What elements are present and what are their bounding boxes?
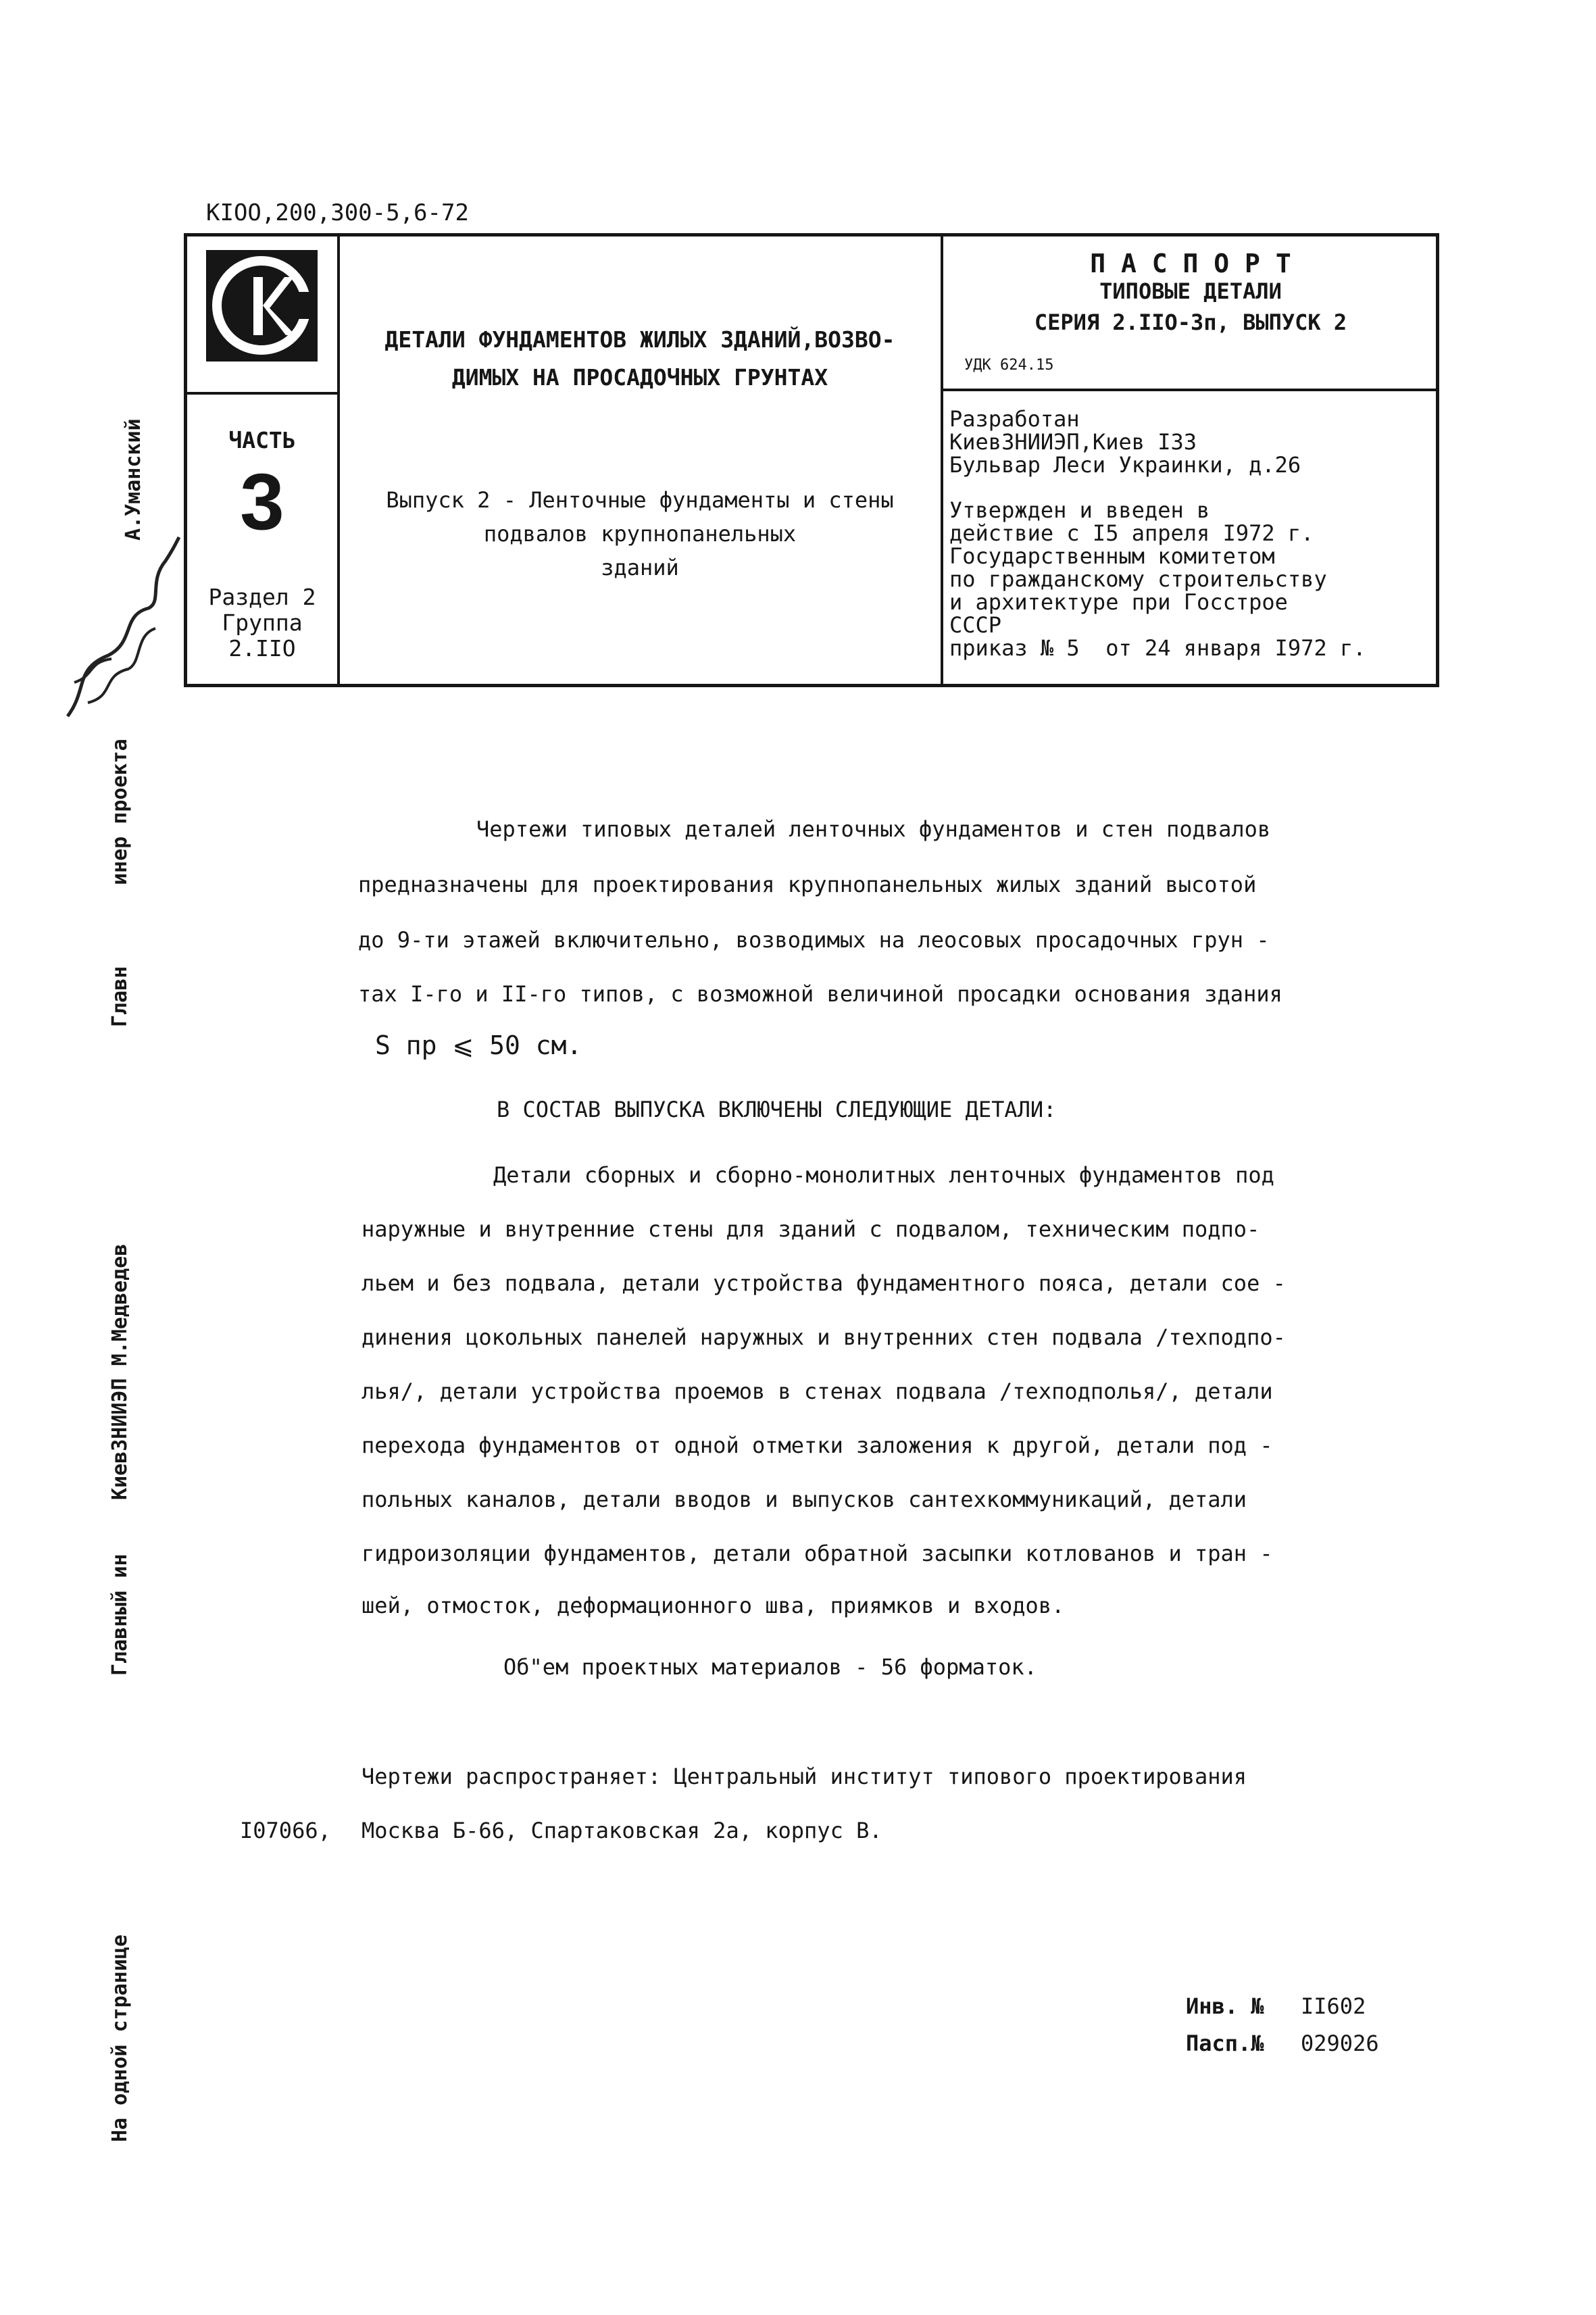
paragraph-2-line-8: гидроизоляции фундаментов, детали обратной засыпки котлованов и тран - (361, 1541, 1273, 1566)
passport-heading: П А С П О Р Т (1090, 249, 1291, 278)
paragraph-1-line-2: предназначены для проектирования крупнопанельных жилых зданий высотой (358, 872, 1257, 897)
signature-image (47, 534, 182, 723)
passport-subtitle: ТИПОВЫЕ ДЕТАЛИ (1099, 278, 1282, 304)
paragraph-1-line-4: тах I-го и II-го типов, с возможной величиной просадки основания здания (358, 981, 1282, 1007)
document-code: КIОО,200,300-5,6-72 (206, 199, 469, 226)
section-heading: В СОСТАВ ВЫПУСКА ВКЛЮЧЕНЫ СЛЕДУЮЩИЕ ДЕТАЛИ: (497, 1097, 1057, 1122)
section-label: Раздел 2 (208, 584, 316, 610)
volume-line: Об"ем проектных материалов - 56 форматок. (503, 1654, 1037, 1680)
paragraph-2-line-4: динения цокольных панелей наружных и внутренних стен подвала /техподпо- (361, 1324, 1286, 1350)
approval-info: Утвержден и введен в действие с I5 апреля I972 г. Государственным комитетом по гражданскому строительству и архитектуре при Госстрое СССР приказ № 5 от 24 января I972 г. (949, 497, 1366, 661)
margin-org: КиевЗНИИЭП М.Медведев (108, 1243, 132, 1500)
inventory-label: Инв. № (1186, 1993, 1264, 2019)
udk-code: УДК 624.15 (964, 357, 1054, 374)
ck-logo (206, 250, 318, 362)
paragraph-1-line-3: до 9-ти этажей включительно, возводимых на леосовых просадочных грун - (358, 927, 1270, 953)
margin-role-2: Главн (108, 966, 132, 1027)
group-label: Группа (222, 609, 303, 636)
subsidence-formula: S пр ⩽ 50 см. (375, 1030, 582, 1060)
paragraph-2-line-9: шей, отмосток, деформационного шва, приямков и входов. (361, 1593, 1065, 1618)
paragraph-2-line-2: наружные и внутренние стены для зданий с подвалом, техническим подпо- (361, 1216, 1260, 1242)
paragraph-2-line-5: лья/, детали устройства проемов в стенах подвала /техподполья/, детали (361, 1378, 1273, 1404)
passport-label: Пасп.№ (1186, 2031, 1264, 2056)
postcode: I07066, (240, 1818, 331, 1843)
header-frame (184, 233, 1439, 687)
margin-author: А.Уманский (122, 418, 145, 541)
group-value: 2.IIO (228, 635, 296, 662)
margin-role-3: Главный ин (108, 1553, 132, 1676)
developer-info: Разработан КиевЗНИИЭП,Киев I33 Бульвар Леси Украинки, д.26 (949, 406, 1301, 478)
paragraph-2-line-6: перехода фундаментов от одной отметки заложения к другой, детали под - (361, 1433, 1273, 1458)
series-label: СЕРИЯ 2.IIO-3п, ВЫПУСК 2 (1034, 309, 1347, 335)
issue-description: Выпуск 2 - Ленточные фундаменты и стены подвалов крупнопанельных зданий (386, 487, 894, 580)
margin-note: На одной странице (108, 1934, 132, 2142)
address-line: Москва Б-66, Спартаковская 2а, корпус В. (361, 1818, 882, 1843)
paragraph-2-line-3: льем и без подвала, детали устройства фундаментного пояса, детали сое - (361, 1270, 1286, 1296)
document-title: ДЕТАЛИ ФУНДАМЕНТОВ ЖИЛЫХ ЗДАНИЙ,ВОЗВО- ДИМЫХ НА ПРОСАДОЧНЫХ ГРУНТАХ (384, 326, 895, 391)
paragraph-1-line-1: Чертежи типовых деталей ленточных фундаментов и стен подвалов (476, 816, 1271, 842)
part-label: ЧАСТЬ (228, 427, 296, 453)
part-number: 3 (240, 457, 284, 547)
paragraph-2-line-1: Детали сборных и сборно-монолитных ленточных фундаментов под (493, 1162, 1274, 1188)
passport-number: 029026 (1301, 2031, 1379, 2056)
inventory-number: II602 (1301, 1993, 1366, 2019)
margin-role-1: инер проекта (108, 739, 132, 885)
paragraph-2-line-7: польных каналов, детали вводов и выпусков сантехкоммуникаций, детали (361, 1487, 1247, 1512)
distributor-line: Чертежи распространяет: Центральный институт типового проектирования (361, 1764, 1247, 1789)
